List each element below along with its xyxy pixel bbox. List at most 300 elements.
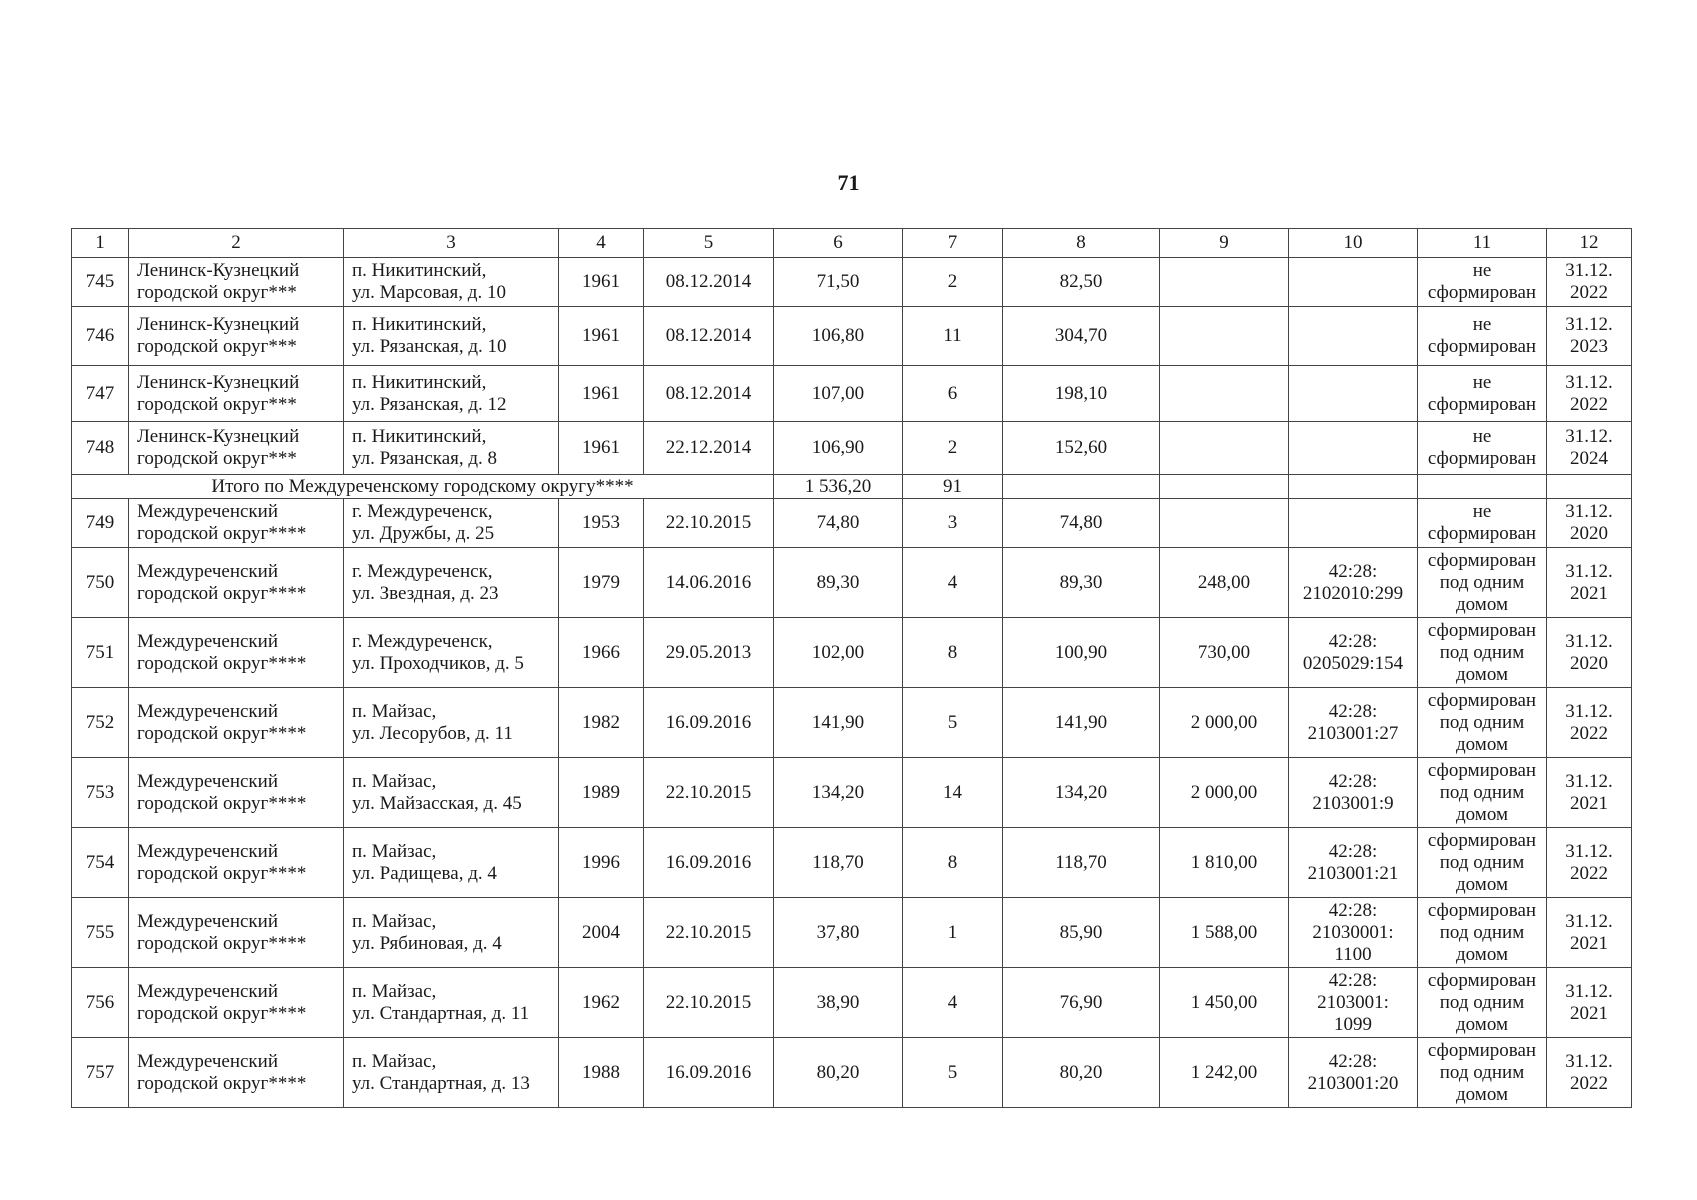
district-cell-line: городской округ**** <box>137 523 307 544</box>
deadline-cell-line: 31.12. <box>1565 260 1613 281</box>
area-cell: 118,70 <box>774 828 903 898</box>
cadastral-number-cell-line: 2102010:299 <box>1302 582 1404 604</box>
column-9-cell <box>1160 258 1289 307</box>
land-plot-status-cell-line: домом <box>1456 1013 1508 1035</box>
deadline-cell <box>1547 898 1632 968</box>
land-plot-status-cell-line: под одним <box>1439 1061 1525 1083</box>
deadline-cell <box>1547 688 1632 758</box>
address-cell-line: п. Никитинский, <box>352 260 487 281</box>
address-cell <box>344 618 559 688</box>
address-cell <box>344 688 559 758</box>
row-number-cell: 753 <box>72 758 129 828</box>
empty-cell <box>1160 475 1289 499</box>
land-plot-status-cell-line: не <box>1472 501 1492 522</box>
address-cell <box>344 828 559 898</box>
column-number-cell: 8 <box>1003 229 1160 258</box>
land-plot-status-cell <box>1418 898 1547 968</box>
land-plot-status-cell <box>1418 307 1547 366</box>
column-number-cell: 3 <box>344 229 559 258</box>
district-cell-line: Ленинск-Кузнецкий <box>137 426 300 447</box>
district-cell-line: Междуреченский <box>137 840 278 862</box>
table-row <box>72 618 1632 688</box>
date-cell: 22.10.2015 <box>644 898 774 968</box>
residents-cell: 4 <box>903 968 1003 1038</box>
district-cell-line: городской округ**** <box>137 1072 307 1094</box>
column-9-cell <box>1160 307 1289 366</box>
land-plot-status-cell <box>1418 548 1547 618</box>
deadline-cell-line: 31.12. <box>1565 700 1613 722</box>
district-cell <box>129 968 344 1038</box>
address-cell-line: ул. Стандартная, д. 13 <box>352 1072 530 1094</box>
column-9-cell <box>1160 366 1289 422</box>
district-cell <box>129 499 344 548</box>
district-cell-line: Ленинск-Кузнецкий <box>137 314 300 335</box>
column-8-cell: 80,20 <box>1003 1038 1160 1108</box>
deadline-cell-line: 31.12. <box>1565 910 1613 932</box>
land-plot-status-cell-line: сформирован <box>1427 282 1537 303</box>
deadline-cell <box>1547 1038 1632 1108</box>
land-plot-status-cell-line: под одним <box>1439 641 1525 663</box>
deadline-cell-line: 31.12. <box>1565 560 1613 582</box>
column-number-cell: 11 <box>1418 229 1547 258</box>
date-cell: 16.09.2016 <box>644 688 774 758</box>
table-row <box>72 422 1632 475</box>
district-cell <box>129 1038 344 1108</box>
district-cell <box>129 898 344 968</box>
column-8-cell: 85,90 <box>1003 898 1160 968</box>
subtotal-residents-cell: 91 <box>903 475 1003 499</box>
cadastral-number-cell-line: 42:28: <box>1328 700 1378 722</box>
table-row <box>72 307 1632 366</box>
column-number-cell: 1 <box>72 229 129 258</box>
subtotal-area-cell: 1 536,20 <box>774 475 903 499</box>
deadline-cell-line: 2020 <box>1570 523 1608 544</box>
cadastral-number-cell <box>1289 548 1418 618</box>
date-cell: 14.06.2016 <box>644 548 774 618</box>
table-row <box>72 898 1632 968</box>
table-row <box>72 1038 1632 1108</box>
row-number-cell: 746 <box>72 307 129 366</box>
district-cell-line: городской округ**** <box>137 862 307 884</box>
district-cell <box>129 758 344 828</box>
land-plot-status-cell-line: сформирован <box>1427 899 1537 921</box>
row-number-cell: 750 <box>72 548 129 618</box>
column-9-cell: 248,00 <box>1160 548 1289 618</box>
address-cell-line: ул. Рябиновая, д. 4 <box>352 932 502 954</box>
deadline-cell-line: 2023 <box>1570 336 1608 357</box>
district-cell-line: городской округ*** <box>137 336 297 357</box>
land-plot-status-cell-line: не <box>1472 260 1492 281</box>
row-number-cell: 749 <box>72 499 129 548</box>
area-cell: 71,50 <box>774 258 903 307</box>
land-plot-status-cell-line: под одним <box>1439 921 1525 943</box>
row-number-cell: 755 <box>72 898 129 968</box>
column-8-cell: 74,80 <box>1003 499 1160 548</box>
area-cell: 134,20 <box>774 758 903 828</box>
address-cell-line: ул. Стандартная, д. 11 <box>352 1002 530 1024</box>
district-cell <box>129 422 344 475</box>
year-cell: 1979 <box>559 548 644 618</box>
area-cell: 106,90 <box>774 422 903 475</box>
subtotal-row <box>72 475 1632 499</box>
area-cell: 80,20 <box>774 1038 903 1108</box>
empty-cell <box>1418 475 1547 499</box>
column-number-cell: 10 <box>1289 229 1418 258</box>
subtotal-label: Итого по Междуреченскому городскому округу**** <box>72 475 774 499</box>
year-cell: 1953 <box>559 499 644 548</box>
residents-cell: 2 <box>903 258 1003 307</box>
deadline-cell <box>1547 307 1632 366</box>
land-plot-status-cell <box>1418 968 1547 1038</box>
year-cell: 1996 <box>559 828 644 898</box>
cadastral-number-cell <box>1289 758 1418 828</box>
column-9-cell <box>1160 422 1289 475</box>
district-cell-line: Междуреченский <box>137 910 278 932</box>
land-plot-status-cell-line: под одним <box>1439 781 1525 803</box>
district-cell-line: городской округ**** <box>137 1002 307 1024</box>
cadastral-number-cell-line: 42:28: <box>1328 899 1378 921</box>
area-cell: 102,00 <box>774 618 903 688</box>
date-cell: 08.12.2014 <box>644 307 774 366</box>
address-cell-line: п. Никитинский, <box>352 314 487 335</box>
address-cell-line: п. Майзас, <box>352 700 437 722</box>
land-plot-status-cell-line: не <box>1472 426 1492 447</box>
district-cell <box>129 307 344 366</box>
date-cell: 08.12.2014 <box>644 258 774 307</box>
district-cell-line: городской округ*** <box>137 393 297 415</box>
deadline-cell <box>1547 499 1632 548</box>
address-cell-line: п. Майзас, <box>352 910 437 932</box>
district-cell-line: городской округ**** <box>137 582 307 604</box>
row-number-cell: 754 <box>72 828 129 898</box>
cadastral-number-cell-line: 42:28: <box>1328 630 1378 652</box>
address-cell <box>344 968 559 1038</box>
deadline-cell-line: 31.12. <box>1565 770 1613 792</box>
cadastral-number-cell-line: 21030001: <box>1312 921 1394 943</box>
column-number-cell: 4 <box>559 229 644 258</box>
table-row <box>72 968 1632 1038</box>
deadline-cell-line: 2021 <box>1570 792 1608 814</box>
address-cell-line: ул. Радищева, д. 4 <box>352 862 497 884</box>
date-cell: 22.10.2015 <box>644 758 774 828</box>
column-9-cell: 1 450,00 <box>1160 968 1289 1038</box>
land-plot-status-cell <box>1418 258 1547 307</box>
district-cell <box>129 688 344 758</box>
cadastral-number-cell <box>1289 618 1418 688</box>
address-cell-line: п. Майзас, <box>352 1050 437 1072</box>
residents-cell: 3 <box>903 499 1003 548</box>
area-cell: 74,80 <box>774 499 903 548</box>
land-plot-status-cell <box>1418 618 1547 688</box>
cadastral-number-cell-line: 0205029:154 <box>1302 652 1404 674</box>
area-cell: 106,80 <box>774 307 903 366</box>
residents-cell: 8 <box>903 828 1003 898</box>
land-plot-status-cell-line: домом <box>1456 733 1508 755</box>
table-row <box>72 499 1632 548</box>
land-plot-status-cell-line: сформирован <box>1427 448 1537 469</box>
cadastral-number-cell <box>1289 898 1418 968</box>
deadline-cell-line: 31.12. <box>1565 840 1613 862</box>
address-cell-line: г. Междуреченск, <box>352 501 493 522</box>
residents-cell: 5 <box>903 688 1003 758</box>
year-cell: 1961 <box>559 258 644 307</box>
land-plot-status-cell <box>1418 422 1547 475</box>
column-9-cell: 2 000,00 <box>1160 688 1289 758</box>
land-plot-status-cell-line: сформирован <box>1427 619 1537 641</box>
land-plot-status-cell <box>1418 758 1547 828</box>
row-number-cell: 756 <box>72 968 129 1038</box>
date-cell: 29.05.2013 <box>644 618 774 688</box>
land-plot-status-cell-line: домом <box>1456 663 1508 685</box>
column-8-cell: 134,20 <box>1003 758 1160 828</box>
residents-cell: 5 <box>903 1038 1003 1108</box>
page-number: 71 <box>837 170 860 195</box>
cadastral-number-cell-line: 2103001: <box>1317 991 1389 1013</box>
deadline-cell-line: 2022 <box>1570 1072 1608 1094</box>
date-cell: 22.10.2015 <box>644 499 774 548</box>
district-cell-line: Междуреченский <box>137 501 278 522</box>
land-plot-status-cell-line: под одним <box>1439 711 1525 733</box>
land-plot-status-cell-line: сформирован <box>1427 523 1537 544</box>
cadastral-number-cell-line: 42:28: <box>1328 1050 1378 1072</box>
address-cell <box>344 422 559 475</box>
district-cell-line: Ленинск-Кузнецкий <box>137 260 300 281</box>
cadastral-number-cell <box>1289 258 1418 307</box>
date-cell: 08.12.2014 <box>644 366 774 422</box>
year-cell: 1961 <box>559 366 644 422</box>
land-plot-status-cell-line: под одним <box>1439 851 1525 873</box>
column-number-cell: 5 <box>644 229 774 258</box>
deadline-cell <box>1547 548 1632 618</box>
cadastral-number-cell <box>1289 828 1418 898</box>
deadline-cell <box>1547 366 1632 422</box>
district-cell <box>129 828 344 898</box>
deadline-cell-line: 2022 <box>1570 722 1608 744</box>
land-plot-status-cell <box>1418 499 1547 548</box>
address-cell-line: ул. Рязанская, д. 10 <box>352 336 507 357</box>
address-cell-line: ул. Марсовая, д. 10 <box>352 282 506 303</box>
land-plot-status-cell-line: сформирован <box>1427 1039 1537 1061</box>
empty-cell <box>1289 475 1418 499</box>
year-cell: 1961 <box>559 422 644 475</box>
residents-cell: 1 <box>903 898 1003 968</box>
cadastral-number-cell-line: 2103001:20 <box>1307 1072 1399 1094</box>
cadastral-number-cell <box>1289 688 1418 758</box>
land-plot-status-cell-line: домом <box>1456 593 1508 615</box>
column-9-cell: 1 810,00 <box>1160 828 1289 898</box>
address-cell-line: п. Никитинский, <box>352 426 487 447</box>
district-cell-line: Междуреченский <box>137 630 278 652</box>
area-cell: 38,90 <box>774 968 903 1038</box>
land-plot-status-cell-line: сформирован <box>1427 549 1537 571</box>
year-cell: 1982 <box>559 688 644 758</box>
area-cell: 141,90 <box>774 688 903 758</box>
land-plot-status-cell-line: под одним <box>1439 991 1525 1013</box>
year-cell: 2004 <box>559 898 644 968</box>
area-cell: 37,80 <box>774 898 903 968</box>
district-cell-line: Междуреченский <box>137 700 278 722</box>
deadline-cell-line: 31.12. <box>1565 1050 1613 1072</box>
column-8-cell: 141,90 <box>1003 688 1160 758</box>
column-9-cell: 2 000,00 <box>1160 758 1289 828</box>
column-9-cell: 730,00 <box>1160 618 1289 688</box>
land-plot-status-cell <box>1418 688 1547 758</box>
deadline-cell-line: 2021 <box>1570 932 1608 954</box>
land-plot-status-cell-line: домом <box>1456 943 1508 965</box>
column-number-row <box>72 229 1632 258</box>
row-number-cell: 745 <box>72 258 129 307</box>
land-plot-status-cell-line: сформирован <box>1427 336 1537 357</box>
address-cell-line: ул. Проходчиков, д. 5 <box>352 652 524 674</box>
deadline-cell-line: 2021 <box>1570 582 1608 604</box>
address-cell-line: г. Междуреченск, <box>352 560 493 582</box>
cadastral-number-cell <box>1289 422 1418 475</box>
address-cell-line: п. Никитинский, <box>352 371 487 393</box>
address-cell-line: ул. Лесорубов, д. 11 <box>352 722 513 744</box>
column-8-cell: 118,70 <box>1003 828 1160 898</box>
address-cell-line: ул. Майзасская, д. 45 <box>352 792 522 814</box>
area-cell: 89,30 <box>774 548 903 618</box>
address-cell-line: ул. Рязанская, д. 12 <box>352 393 507 415</box>
table-row <box>72 688 1632 758</box>
address-cell <box>344 548 559 618</box>
land-plot-status-cell-line: сформирован <box>1427 689 1537 711</box>
deadline-cell-line: 2021 <box>1570 1002 1608 1024</box>
residents-cell: 2 <box>903 422 1003 475</box>
district-cell <box>129 258 344 307</box>
address-cell <box>344 758 559 828</box>
year-cell: 1962 <box>559 968 644 1038</box>
cadastral-number-cell-line: 42:28: <box>1328 969 1378 991</box>
row-number-cell: 747 <box>72 366 129 422</box>
cadastral-number-cell-line: 2103001:9 <box>1312 792 1394 814</box>
year-cell: 1961 <box>559 307 644 366</box>
address-cell-line: п. Майзас, <box>352 770 437 792</box>
district-cell-line: Ленинск-Кузнецкий <box>137 371 300 393</box>
column-8-cell: 82,50 <box>1003 258 1160 307</box>
address-cell-line: п. Майзас, <box>352 980 437 1002</box>
district-cell-line: городской округ**** <box>137 652 307 674</box>
address-cell-line: ул. Звездная, д. 23 <box>352 582 499 604</box>
date-cell: 16.09.2016 <box>644 1038 774 1108</box>
land-plot-status-cell-line: домом <box>1456 1083 1508 1105</box>
district-cell-line: городской округ**** <box>137 932 307 954</box>
cadastral-number-cell-line: 42:28: <box>1328 560 1378 582</box>
address-cell-line: г. Междуреченск, <box>352 630 493 652</box>
cadastral-number-cell-line: 1100 <box>1334 943 1372 965</box>
residents-cell: 4 <box>903 548 1003 618</box>
year-cell: 1989 <box>559 758 644 828</box>
cadastral-number-cell <box>1289 1038 1418 1108</box>
empty-cell <box>1003 475 1160 499</box>
land-plot-status-cell <box>1418 366 1547 422</box>
table-row <box>72 828 1632 898</box>
cadastral-number-cell-line: 2103001:27 <box>1307 722 1399 744</box>
deadline-cell-line: 31.12. <box>1565 371 1613 393</box>
address-cell-line: ул. Дружбы, д. 25 <box>352 523 495 544</box>
deadline-cell-line: 2022 <box>1570 393 1608 415</box>
row-number-cell: 751 <box>72 618 129 688</box>
land-plot-status-cell <box>1418 828 1547 898</box>
row-number-cell: 752 <box>72 688 129 758</box>
cadastral-number-cell-line: 2103001:21 <box>1307 862 1399 884</box>
land-plot-status-cell-line: сформирован <box>1427 829 1537 851</box>
district-cell-line: Междуреченский <box>137 560 278 582</box>
date-cell: 16.09.2016 <box>644 828 774 898</box>
column-9-cell <box>1160 499 1289 548</box>
cadastral-number-cell-line: 42:28: <box>1328 840 1378 862</box>
deadline-cell-line: 2020 <box>1570 652 1608 674</box>
deadline-cell <box>1547 258 1632 307</box>
deadline-cell <box>1547 618 1632 688</box>
column-number-cell: 7 <box>903 229 1003 258</box>
deadline-cell-line: 31.12. <box>1565 426 1613 447</box>
table-row <box>72 258 1632 307</box>
area-cell: 107,00 <box>774 366 903 422</box>
land-plot-status-cell-line: домом <box>1456 873 1508 895</box>
empty-cell <box>1547 475 1632 499</box>
address-cell <box>344 366 559 422</box>
deadline-cell-line: 31.12. <box>1565 980 1613 1002</box>
cadastral-number-cell <box>1289 499 1418 548</box>
district-cell-line: городской округ**** <box>137 792 307 814</box>
housing-registry-table <box>71 228 1632 1108</box>
deadline-cell <box>1547 422 1632 475</box>
district-cell <box>129 618 344 688</box>
district-cell-line: городской округ**** <box>137 722 307 744</box>
district-cell-line: городской округ*** <box>137 448 297 469</box>
district-cell-line: Междуреченский <box>137 1050 278 1072</box>
address-cell-line: п. Майзас, <box>352 840 437 862</box>
land-plot-status-cell-line: домом <box>1456 803 1508 825</box>
land-plot-status-cell <box>1418 1038 1547 1108</box>
column-number-cell: 9 <box>1160 229 1289 258</box>
cadastral-number-cell <box>1289 366 1418 422</box>
column-8-cell: 152,60 <box>1003 422 1160 475</box>
column-number-cell: 2 <box>129 229 344 258</box>
residents-cell: 14 <box>903 758 1003 828</box>
district-cell-line: Междуреченский <box>137 980 278 1002</box>
land-plot-status-cell-line: не <box>1472 314 1492 335</box>
address-cell <box>344 499 559 548</box>
column-9-cell: 1 588,00 <box>1160 898 1289 968</box>
deadline-cell-line: 2022 <box>1570 862 1608 884</box>
column-8-cell: 76,90 <box>1003 968 1160 1038</box>
cadastral-number-cell <box>1289 307 1418 366</box>
column-8-cell: 304,70 <box>1003 307 1160 366</box>
address-cell <box>344 307 559 366</box>
year-cell: 1988 <box>559 1038 644 1108</box>
land-plot-status-cell-line: под одним <box>1439 571 1525 593</box>
date-cell: 22.10.2015 <box>644 968 774 1038</box>
deadline-cell-line: 31.12. <box>1565 314 1613 335</box>
column-8-cell: 100,90 <box>1003 618 1160 688</box>
district-cell <box>129 366 344 422</box>
table-row <box>72 366 1632 422</box>
column-number-cell: 6 <box>774 229 903 258</box>
deadline-cell-line: 31.12. <box>1565 501 1613 522</box>
date-cell: 22.12.2014 <box>644 422 774 475</box>
column-number-cell: 12 <box>1547 229 1632 258</box>
deadline-cell <box>1547 828 1632 898</box>
row-number-cell: 757 <box>72 1038 129 1108</box>
cadastral-number-cell-line: 42:28: <box>1328 770 1378 792</box>
address-cell <box>344 898 559 968</box>
cadastral-number-cell <box>1289 968 1418 1038</box>
table-row <box>72 548 1632 618</box>
row-number-cell: 748 <box>72 422 129 475</box>
land-plot-status-cell-line: сформирован <box>1427 969 1537 991</box>
